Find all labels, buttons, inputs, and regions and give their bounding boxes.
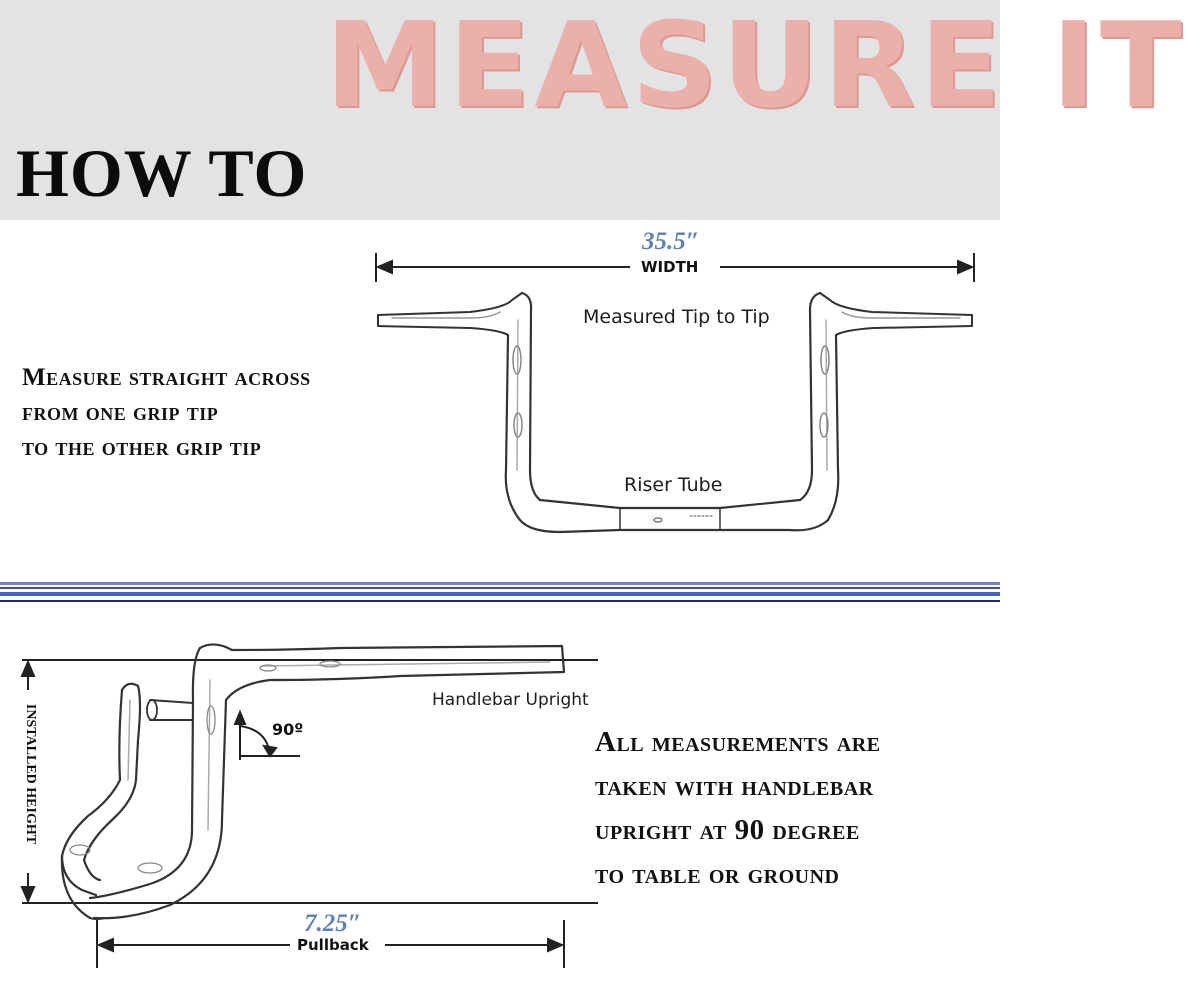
pullback-value: 7.25″	[304, 910, 362, 937]
instruction-line: to table or ground	[595, 858, 840, 890]
section-divider	[0, 582, 1000, 602]
width-value: 35.5″	[642, 228, 700, 255]
instruction-line: to the other grip tip	[22, 434, 262, 461]
pullback-label: Pullback	[297, 936, 369, 954]
handlebar-front-view	[378, 293, 972, 532]
instruction-line: All measurements are	[595, 726, 881, 758]
riser-tube-label: Riser Tube	[624, 474, 723, 496]
brand-title: MEASURE IT	[325, 0, 1186, 135]
width-instructions	[22, 360, 311, 465]
handlebar-upright-label: Handlebar Upright	[432, 690, 589, 710]
instruction-line: taken with handlebar	[595, 770, 874, 802]
width-label: WIDTH	[641, 258, 699, 276]
installed-height-label: INSTALLED HEIGHT	[23, 703, 38, 845]
how-to-heading: HOW TO	[16, 135, 308, 211]
instruction-line: from one grip tip	[22, 399, 219, 426]
handlebar-side-view	[62, 644, 564, 919]
instruction-line: upright at 90 degree	[595, 814, 860, 846]
angle-label: 90º	[272, 720, 304, 739]
tip-to-tip-label: Measured Tip to Tip	[583, 306, 770, 328]
instruction-line: Measure straight across	[22, 364, 311, 391]
height-instructions	[595, 720, 880, 896]
